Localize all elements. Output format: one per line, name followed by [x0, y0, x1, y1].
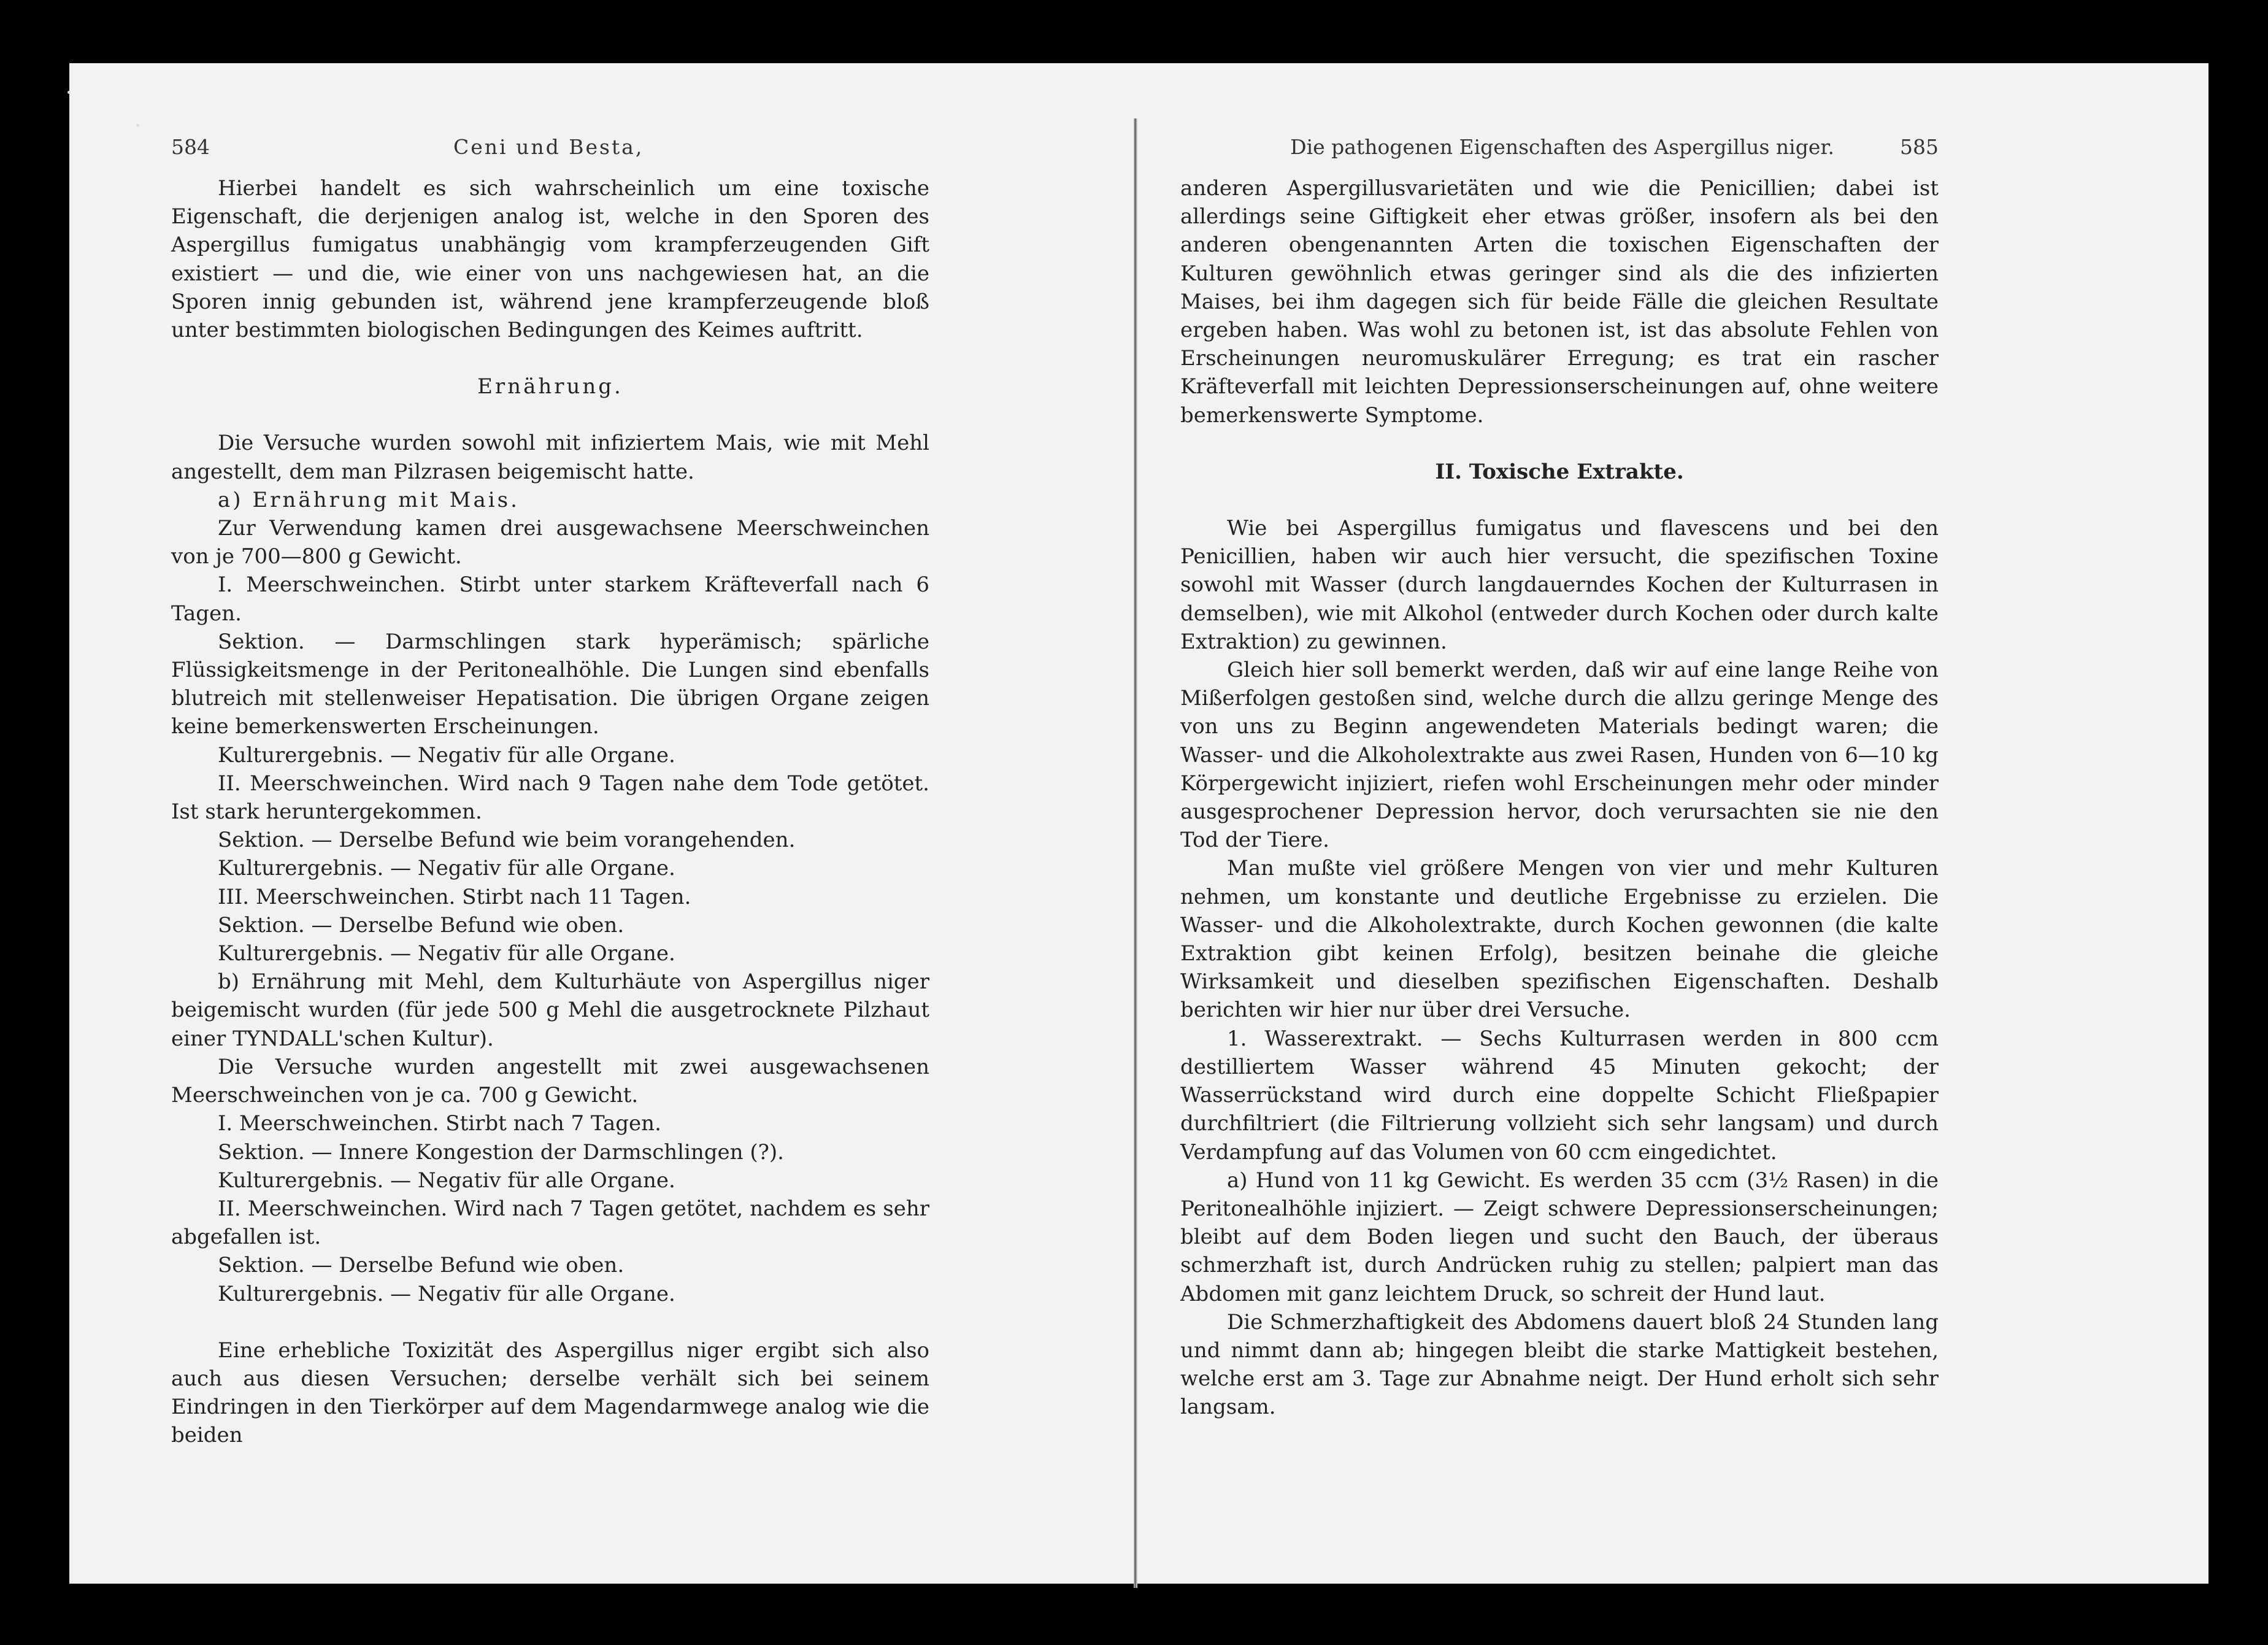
right-page-header — [1180, 135, 1939, 174]
right-page-body — [1180, 174, 1939, 1422]
paragraph: Wie bei Aspergillus fumigatus und flavescens und bei den Penicillien, haben wir auch hier versucht, die spezifischen Toxine sowohl mit Wasser (durch langdauerndes Kochen der Kulturrasen in demselben), wie mit Alkohol (entweder durch Kochen oder durch kalte Extraktion) zu gewinnen. — [1180, 516, 1939, 654]
page-number: 584 — [171, 135, 210, 159]
paragraph: Kulturergebnis. — Negativ für alle Organe. — [218, 1168, 675, 1193]
subheading: a) Ernährung mit Mais. — [218, 487, 520, 512]
paragraph: Kulturergebnis. — Negativ für alle Organe. — [218, 1281, 675, 1306]
paragraph: Die Versuche wurden sowohl mit infiziertem Mais, wie mit Mehl angestellt, dem man Pilzrasen beigemischt hatte. — [171, 431, 929, 484]
section-heading: Ernährung. — [477, 374, 623, 399]
left-page — [171, 135, 929, 1450]
paragraph: II. Meerschweinchen. Wird nach 9 Tagen nahe dem Tode getötet. Ist stark heruntergekommen. — [171, 771, 929, 825]
scan-speck — [136, 124, 139, 127]
paragraph: anderen Aspergillusvarietäten und wie die Penicillien; dabei ist allerdings seine Giftigkeit eher etwas größer, insofern als bei den anderen obengenannten Arten die toxischen Eigenschaften der Kulturen gewöhnlich etwas geringer sind als die des infizierten Maises, bei ihm dagegen sich für beide Fälle die gleichen Resultate ergeben haben. Was wohl zu betonen ist, ist das absolute Fehlen von Erscheinungen neuromuskulärer Erregung; es trat ein rascher Kräfteverfall mit leichten Depressionserscheinungen auf, ohne weitere bemerkenswerte Symptome. — [1180, 176, 1939, 428]
paragraph: Sektion. — Darmschlingen stark hyperämisch; spärliche Flüssigkeitsmenge in der Peritonealhöhle. Die Lungen sind ebenfalls blutreich mit stellenweiser Hepatisation. Die übrigen Organe zeigen keine bemerkenswerten Erscheinungen. — [171, 629, 929, 739]
paragraph: Man mußte viel größere Mengen von vier und mehr Kulturen nehmen, um konstante und deutliche Ergebnisse zu erzielen. Die Wasser- und die Alkoholextrakte, durch Kochen gewonnen (die kalte Extraktion gibt keinen Erfolg), besitzen beinahe die gleiche Wirksamkeit und dieselben spezifischen Eigenschaften. Deshalb berichten wir hier nur über drei Versuche. — [1180, 856, 1939, 1023]
left-page-header — [171, 135, 929, 174]
right-page — [1180, 135, 1939, 1422]
paragraph: 1. Wasserextrakt. — Sechs Kulturrasen werden in 800 ccm destilliertem Wasser während 45 Minuten gekocht; der Wasserrückstand wird durch eine doppelte Schicht Fließpapier durchfiltriert (die Filtrierung vollzieht sich sehr langsam) und durch Verdampfung auf das Volumen von 60 ccm eingedichtet. — [1180, 1026, 1939, 1165]
paragraph: Sektion. — Derselbe Befund wie beim vorangehenden. — [218, 828, 796, 853]
paragraph: Gleich hier soll bemerkt werden, daß wir auf eine lange Reihe von Mißerfolgen gestoßen sind, welche durch die allzu geringe Menge des von uns zu Beginn angewendeten Materials bedingt waren; die Wasser- und die Alkoholextrakte aus zwei Rasen, Hunden von 6—10 kg Körpergewicht injiziert, riefen wohl Erscheinungen mehr oder minder ausgesprochener Depression hervor, doch verursachten sie nie den Tod der Tiere. — [1180, 658, 1939, 853]
running-head: Die pathogenen Eigenschaften des Aspergillus niger. — [1290, 135, 1834, 159]
paragraph: Kulturergebnis. — Negativ für alle Organe. — [218, 941, 675, 966]
page-number: 585 — [1900, 135, 1939, 159]
paragraph: Kulturergebnis. — Negativ für alle Organe. — [218, 856, 675, 881]
paragraph: II. Meerschweinchen. Wird nach 7 Tagen getötet, nachdem es sehr abgefallen ist. — [171, 1196, 929, 1250]
paragraph: a) Hund von 11 kg Gewicht. Es werden 35 ccm (3½ Rasen) in die Peritonealhöhle injiziert. — Zeigt schwere Depressionserscheinungen; bleibt auf dem Boden liegen und sucht den Bauch, der überaus schmerzhaft ist, durch Andrücken ruhig zu stellen; palpiert man das Abdomen mit ganz leichtem Druck, so schreit der Hund laut. — [1180, 1168, 1939, 1306]
paragraph: Eine erhebliche Toxizität des Aspergillus niger ergibt sich also auch aus diesen Versuchen; derselbe verhält sich bei seinem Eindringen in den Tierkörper auf dem Magendarmwege analog wie die beiden — [171, 1338, 929, 1448]
paragraph: I. Meerschweinchen. Stirbt unter starkem Kräfteverfall nach 6 Tagen. — [171, 572, 929, 626]
paragraph: Sektion. — Derselbe Befund wie oben. — [218, 912, 625, 938]
paragraph: Hierbei handelt es sich wahrscheinlich um eine toxische Eigenschaft, die derjenigen analog ist, welche in den Sporen des Aspergillus fumigatus unabhängig vom krampferzeugenden Gift existiert — und die, wie einer von uns nachgewiesen hat, an die Sporen innig gebunden ist, während jene krampferzeugende bloß unter bestimmten biologischen Bedingungen des Keimes auftritt. — [171, 176, 929, 343]
paragraph: Zur Verwendung kamen drei ausgewachsene Meerschweinchen von je 700—800 g Gewicht. — [171, 516, 929, 569]
paragraph: III. Meerschweinchen. Stirbt nach 11 Tagen. — [218, 884, 691, 909]
section-heading: II. Toxische Extrakte. — [1435, 459, 1684, 484]
paragraph: Die Versuche wurden angestellt mit zwei ausgewachsenen Meerschweinchen von je ca. 700 g Gewicht. — [171, 1054, 929, 1108]
paragraph: Sektion. — Derselbe Befund wie oben. — [218, 1253, 625, 1278]
paragraph: Kulturergebnis. — Negativ für alle Organe. — [218, 742, 675, 768]
paragraph: b) Ernährung mit Mehl, dem Kulturhäute von Aspergillus niger beigemischt wurden (für jede 500 g Mehl die ausgetrocknete Pilzhaut einer TYNDALL'schen Kultur). — [171, 969, 929, 1051]
running-head: Ceni und Besta, — [453, 135, 644, 159]
paragraph: I. Meerschweinchen. Stirbt nach 7 Tagen. — [218, 1111, 661, 1136]
scan-speck — [67, 91, 71, 94]
paragraph: Die Schmerzhaftigkeit des Abdomens dauert bloß 24 Stunden lang und nimmt dann ab; hingegen bleibt die starke Mattigkeit bestehen, welche erst am 3. Tage zur Abnahme neigt. Der Hund erholt sich sehr langsam. — [1180, 1309, 1939, 1420]
book-gutter — [1134, 118, 1137, 1588]
left-page-body — [171, 174, 929, 1450]
paragraph: Sektion. — Innere Kongestion der Darmschlingen (?). — [218, 1139, 784, 1165]
